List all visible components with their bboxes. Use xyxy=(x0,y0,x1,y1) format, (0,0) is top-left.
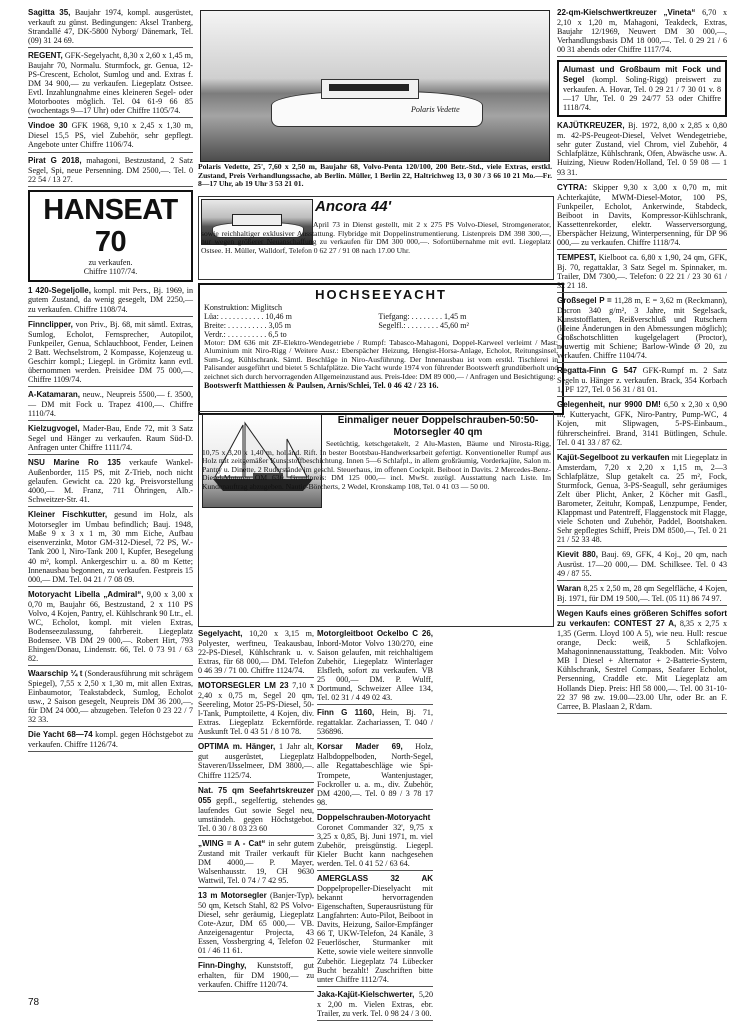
ad-text: von Priv., Bj. 68, mit sämtl. Extras, Sumlog, Echolot, Fernsprecher, Autopilot, Funkpeiler, Genua, Schlauchboot, Fender, Leinen 2 Batt. Wechselstrom, 2 Kompasse, Kojenzeug u. Geschirr kompl.; Liegepl. in Grömitz kann evtl. übernommen werden. Preisidee DM 75 000,—. Chiffre 1109/74. xyxy=(28,319,193,384)
classified-ad xyxy=(28,510,193,586)
ad-text: 6,70 x 2,10 x 1,20 m, Mahagoni, Teakdeck, Extras, Baujahr 12/1969, Neuwert DM 30 000,—, Verhandlungsbasis DM 18 000,—. Tel. 0 29 21 / 6 00 31 abends oder Chiffre 1117/74. xyxy=(557,8,728,55)
classified-ad xyxy=(28,390,193,421)
classified-ad xyxy=(557,183,727,250)
hanseat-line2: Chiffre 1107/74. xyxy=(83,267,138,277)
ad-heading: A-Katamaran, xyxy=(28,389,81,399)
classified-ad xyxy=(28,286,193,317)
ad-heading: Kievit 880, xyxy=(557,550,598,560)
ad-text: neuw., Neupreis 5500,— f. 3500,— DM mit Fock u. Trapez 4100,—. Chiffre 1110/74. xyxy=(28,389,193,418)
ancora-head xyxy=(315,199,551,216)
ancora-ad xyxy=(198,196,554,280)
classified-ad xyxy=(557,584,727,606)
ad-text: Mader-Bau, Ende 72, mit 3 Satz Segel und Hänger zu verkaufen. Raum Süd-D. Anfragen unter Chiffre 1111/74. xyxy=(28,424,193,453)
page-number: 78 xyxy=(28,997,40,1008)
classified-ad xyxy=(317,813,433,871)
classified-ad xyxy=(198,839,314,888)
classified-ad xyxy=(557,121,727,179)
classified-list-1b xyxy=(28,286,193,753)
ad-text: (Sonderausführung mit schrägem Spiegel), 7,55 x 2,50 x 1,30 m, mit allen Extras, Einbaumotor, Teakstabdeck, Sumlog, Echolot usw., 2 Saison gesegelt, Neupreis DM 36 200,—, für DM 24 000,— abzugeben. Telefon 0 23 22 / 7 32 33. xyxy=(28,669,193,725)
ad-text: 5,20 x 2,00 m. Vielen Extras, ebr. Trailer, zu verk. Tel. 0 98 24 / 3 00. xyxy=(317,989,433,1018)
ad-text: 11,28 m, E = 3,62 m (Reckmann), Dacron 340 g/m², 3 Jahre, mit Segelsack, Kunststofflatten, Reißverschluß und Rutschern (kleine Änderungen in den Abmessungen möglich); Großschotschlitten kugelgelagert (Proctor), neuwertig mit Schiene; Barlow-Winde Ø 20, zu verkaufen. Chiffre 1104/74. xyxy=(557,296,727,361)
ad-heading: Kajüt-Segelboot zu verkaufen xyxy=(557,452,670,462)
classified-ad xyxy=(557,296,727,363)
ad-heading: Finn G 1160, xyxy=(317,708,375,718)
classified-ad xyxy=(317,629,433,705)
ad-text: Kielboot ca. 6,80 x 1,90, 24 qm, GFK, Bj. 70, regattaklar, 3 Satz Segel m. Spinnaker, m. Trailer, DM 7300,—. Telefon: 0 22 21 / 23 30 61 / 32 21 18. xyxy=(557,252,727,290)
ad-text: verkaufe Wankel-Außenborder, 115 PS, mit Z-Trieb, noch nicht gelaufen. Gewicht ca. 220 kg. Preisvorstellung 4000,— M. Franz, 711 Öhringen, Alb.-Schweitzer-Str. 41. xyxy=(28,458,193,505)
ad-heading: Finn-Dinghy, xyxy=(198,961,247,971)
ad-text: Hein, Bj. 71, regattaklar. Zachariassen, T. 040 / 536896. xyxy=(317,708,433,737)
column-4 xyxy=(557,8,727,998)
ad-heading: Finnclipper, xyxy=(28,319,73,329)
boat-windows xyxy=(329,84,409,91)
ad-heading: Gelegenheit, nur 9900 DM! xyxy=(557,400,661,410)
classified-ad xyxy=(198,786,314,836)
ad-heading: 13 m Motorsegler xyxy=(198,890,267,900)
classified-ad xyxy=(557,253,727,293)
ad-text: mahagoni, Bestzustand, 2 Satz Segel, Spi, neue Persenning. DM 2500,—. Tel. 0 22 54 / 13 27. xyxy=(28,155,193,184)
hanseat-title: HANSEAT 70 xyxy=(43,193,178,258)
spec-cell: Tiefgang: . . . . . . . . 1,45 m xyxy=(378,311,467,321)
column-1 xyxy=(28,8,193,998)
ad-heading: KAJÜTKREUZER, xyxy=(557,121,625,131)
dealer-name: Bootswerft Matthiessen & Paulsen, Arnis/Schlei, Tel. 0 46 42 / 23 16. xyxy=(204,381,439,391)
spec-row xyxy=(204,321,558,330)
hochseeyacht-title: HOCHSEEYACHT xyxy=(315,287,447,302)
ad-text: kompl. gegen Höchstgebot zu verkaufen. Chiffre 1126/74. xyxy=(28,730,194,750)
classified-ad xyxy=(317,874,433,987)
ad-heading: „WING = A - Cat“ xyxy=(198,838,266,848)
classified-ad xyxy=(557,366,727,397)
ad-text: 8,35 x 2,75 x 1,35 (Germ. Lloyd 100 A 5), wie neu. Hull: rescue orange, Deck: weiß, 5 Schlafkojen. Mahagoninnenausstattung, Teakboden. Mit: Volvo MB I Diesel + Alternator + 2-Batterie-System, Kühlschrank, Sestrel Compass, Seafarer Echolot, Persenning, Craddle etc. Mit Liegeplatz am Hollands Diep. Preis: Hfl 58 000,—. Tel. 00 31-10-22 37 98 zw. 19.00—23.00 Uhr, oder Br. an F. Carree, B. Plaslaan 2, R'dam. xyxy=(557,619,727,711)
ad-text: kompl. mit Pers., Bj. 1969, in gutem Zustand, da wenig gesegelt, DM 2250,— zu verkaufen. Chiffre 1108/74. xyxy=(28,285,193,314)
ad-heading: Die Yacht 68—74 xyxy=(28,730,93,740)
classified-ad xyxy=(28,590,193,666)
motorsegler-ad xyxy=(198,411,554,627)
ad-text: Holz, Halbdoppelboden, North-Segel, alle Regattabeschläge wie Spi-Trompete, Wantenjustager, Fockroller u. a. m., div. Zubehör, DM 4200,—. Tel. 0 89 / 3 78 17 98. xyxy=(317,742,433,807)
alumast-head: Alumast und Großbaum mit Fock und Segel xyxy=(563,65,721,85)
hochseeyacht-ad xyxy=(198,283,564,415)
ad-heading: 1 420-Segeljolle, xyxy=(28,285,91,295)
spec-cell: Lüa: . . . . . . . . . . . 10,46 m xyxy=(204,311,292,321)
ad-text: Inbord-Motor Volvo 130/270, eine Saison gelaufen, mit reichhaltigem Zubehör, Liegeplatz Winterlager Elsfleth, sofort zu verkaufen. VB 25 000,— DM. P. Wulff, Dortmund, Schweizer Allee 134, Tel. 02 31 / 4 49 02 43. xyxy=(317,638,433,703)
classified-ad xyxy=(557,400,727,449)
classified-ad xyxy=(28,8,193,48)
hanseat-ad xyxy=(28,190,193,282)
ad-heading: Pirat G 2018, xyxy=(28,155,82,165)
ad-heading: Nat. 75 qm Seefahrtskreuzer 055 xyxy=(198,785,314,805)
ancora-text: April 73 in Dienst gestellt, mit 2 x 275 PS Volvo-Diesel, Stromgenerator, sowie reichhaltiger exklusiver Ausstattung. Flybridge mit Doppelinstrumentierung. Listenpreis DM 398 300,—, nur wegen größerer Neuanschaffung zu verkaufen für DM 300 000,—. Sofortübernahme mit evtl. Liegeplatz Ostsee. H. Müller, Walldorf, Telefon 0 62 27 / 91 08 nach 17.00 Uhr. xyxy=(201,220,551,255)
classified-ad xyxy=(317,990,433,1021)
sub-column-2 xyxy=(317,629,433,1018)
ad-text: GFK 1968, 9,10 x 2,45 x 1,30 m, Diesel 15,5 PS, viel Zubehör, sehr gepflegt. Angebote unter Chiffre 1106/74. xyxy=(28,121,193,150)
classified-ad xyxy=(557,453,727,548)
ad-heading: Waarschip ¼ t xyxy=(28,669,83,679)
ad-text: gepfl., segelfertig, stehendes laufendes Gut sowie Segel neu, umständeh. gegen Höchstgebot. Tel. 0 30 / 8 03 23 60 xyxy=(198,795,315,833)
ad-text: 6,50 x 2,30 x 0,90 m, Kutteryacht, GFK, Niro-Pantry, Pump-WC, 4 Kojen, mit Slipwagen, 5-PS-Einbaum., führerscheinfrei. Brand, 3141 Bütlingen, Schule. Tel. 0 41 33 / 87 62. xyxy=(557,400,727,447)
hanseat-line1: zu verkaufen. xyxy=(88,258,133,268)
ad-heading: REGENT, xyxy=(28,51,63,61)
ad-text: GFK-Segelyacht, 8,30 x 2,60 x 1,45 m, Baujahr 70, Normalu. Sturmfock, gr. Genua, 12-PS-Crescent, Echolot, Sumlog und and. Extras f. DM 34 900,— zu verkaufen. Liegeplatz Ostsee. Evtl. Inzahlungnahme eines kleineren Segel- oder Motorbootes möglich. Tel. 04 61-9 66 85 (wochentags 9—17 Uhr) oder Chiffre 1105/74. xyxy=(28,51,194,116)
ad-text: Kunststoff, gut erhalten, für DM 1900,— zu verkaufen. Chiffre 1120/74. xyxy=(198,961,314,990)
ad-heading: AMERGLASS 32 AK xyxy=(317,874,433,884)
construction: Konstruktion: Miglitsch xyxy=(204,302,283,312)
classified-ad xyxy=(28,121,193,152)
alumast-text: (kompl. Soling-Rigg) preiswert zu verkaufen. A. Hovar, Tel. 0 29 21 / 7 30 01 v. 8—17 Uhr, Tel. 0 29 24/77 53 oder Chiffre 1118/74. xyxy=(563,75,721,113)
classified-ad xyxy=(557,550,727,581)
ad-text: gesund im Holz, als Motorsegler im Umbau befindlich; Bauj. 1948, Maße 9 x 3 x 1 m, 30 mm Eiche, Aufbau eisenverzinkt, Motor GM-312-Diesel, 72 PS, W.-Tank 200 l, Niro-Tank 200 l, Kupfer, Besegelung 40 m², kompl. Ankergeschirr u. a. 80 m Kette; Innenausbau begonnen, zu verkaufen. Festpreis 15 000,— DM. Tel. 04 21 / 7 08 09. xyxy=(28,510,194,584)
classified-ad xyxy=(317,708,433,739)
ad-heading: CYTRA: xyxy=(557,182,588,192)
classified-ad xyxy=(198,681,314,739)
ad-text: GFK-Rumpf m. 2 Satz Segeln u. Hänger z. verkaufen. Brack, 354 Korbach 1, PF 127, Tel. 0 56 31 / 81 01. xyxy=(557,366,727,395)
ad-text: 1 Jahr alt, gut ausgerüstet, Liegeplatz Staveren/IJsselmeer, DM 3800,—. Chiffre 1125/74. xyxy=(198,742,315,780)
sub-column-3 xyxy=(436,629,552,1004)
ad-heading: Jaka-Kajüt-Kielschwerter, xyxy=(317,989,415,999)
classified-ad xyxy=(28,730,193,752)
ad-heading: MOTORSEGLER LM 23 xyxy=(198,681,289,691)
polaris-text: Polaris Vedette, 25', 7,60 x 2,50 m, Baujahr 68, Volvo-Penta 120/100, 200 Betr.-Std., viele Extras, erstkl. Zustand, Preis Verhandlungssache, ab Berlin. Müller, 1 Berlin 22, Haltrichweg 13, 0 30 / 3 66 10 21 Mo.—Fr. 8—17 Uhr, ab 19 Uhr 3 53 21 01. xyxy=(198,162,552,188)
classified-ad xyxy=(28,320,193,387)
ad-heading: TEMPEST, xyxy=(557,252,597,262)
spec-cell: Breite: . . . . . . . . . . 3,05 m xyxy=(204,320,291,330)
ad-text: Doppelpropeller-Dieselyacht mit bekannt hervorragenden Eigenschaften, Superausrüstung für Langfahrten: Auto-Pilot, Beiboot in Davits, Heizung, Sailor-Empfänger 66 T, UKW-Telefon, 24 Kanäle, 3 Feuerlöscher, Sturmanker mit Kette, sowie viele weitere sinnvolle Zubehör. Liegeplatz 74 Lübecker Bucht bezahlt! Zuschriften bitte unter Chiffre 1112/74. xyxy=(317,884,433,984)
ad-heading: Wegen Kaufs eines größeren Schiffes sofort zu verkaufen: CONTEST 27 A, xyxy=(557,609,727,629)
sub-column-1 xyxy=(198,629,314,1004)
spec-cell: Segelfl.: . . . . . . . . 45,60 m² xyxy=(378,320,469,330)
ad-text: Baujahr 1974, kompl. ausgerüstet, verkauft zu günst. Bedingungen: Aksel Tranberg, Strandallé 47, DK-5800 Nyborg/ Dänemark, Tel. (09) 31 24 69. xyxy=(28,8,194,46)
motorsegler-text: Seetüchtig, ketschgetakelt, 2 Alu-Masten, Bäume und Nirosta-Rigg, 10,75 x 3,20 x 1,40 m, holländ. Rift. In bester Bootsbau-Handwerksarbeit gefertigt. Konventioneller Rumpf aus Holz mit zeitgemäßer Kunststoffbeschichtung. Innen 5—6 Schlafpl., in allem großräumig, Vorderkajüte, Salon m. Pantry u. Dinette, 2 Ruderstände im geschl. Steuerhaus, im offenen Cockpit. Beiboot in Davits. 2 Mercedes-Benz-Diesel-Motoren OM 636. Grundpreis: DM 125 000,— incl. MwSt. zuzügl. Ausstattung nach Liste. Im Kundenauftrag abzugeben. Nautic-Börcherts, 2 Wedel, Kronskamp 108, Tel. 0 41 03 — 50 00. xyxy=(202,439,551,491)
alumast-ad xyxy=(557,60,727,117)
ad-text: 9,00 x 3,00 x 0,70 m, Baujahr 66, Bestzustand, 2 x 110 PS Volvo, 4 Kojen, Pantry, el. Kühlschrank 90 Ltr., el. WC, Echolot, kompl. mit vielen Extras, Bodenseezulassung, fahrbereit. Liegeplatz Bodensee. VB DM 29 000,—. Robert Hirt, 793 Ehingen/Donau, Lindenstr. 66, Tel. 0 73 91 / 63 82. xyxy=(28,589,194,664)
ad-heading: Segelyacht, xyxy=(198,629,243,638)
classified-ad xyxy=(28,424,193,455)
ad-text: Bj. 1972, 8,00 x 2,85 x 0,80 m. 42-PS-Peugeot-Diesel, Velvet Wendegetriebe, sehr guter Zustand, viel Chrom, viel Zubehör, 4 Schlafplätze, Kühlschrank, Ofen, Abwäsche usw. A. Huizing, Nieuw Roden/Holland, Tel. 0 59 08 — 1 93 31. xyxy=(557,121,728,177)
spec-row xyxy=(204,312,558,321)
ad-text: in sehr gutem Zustand mit Trailer verkauft für DM 4000,— P. Mayer, Walsenhausstr. 19, CH 9630 Wattwil, Tel. 0 74 / 7 42 95. xyxy=(198,838,314,885)
ad-text: 7,10 x 2,40 x 0,75 m, Segel 20 qm, Seereling, Motor 25-PS-Diesel, 50-l-Tank, Pumptoilette, 4 Kojen, div. Extras. Liegeplatz Eckernförde. Auskunft Tel. 0 43 51 / 8 10 78. xyxy=(198,681,314,737)
ad-heading: Korsar Mader 69, xyxy=(317,742,403,752)
classified-ad xyxy=(28,51,193,118)
ad-heading: Sagitta 35, xyxy=(28,8,71,17)
classified-ad xyxy=(198,961,314,992)
ad-text: mit Liegeplatz in Amsterdam, 7,20 x 2,20 x 1,15 m, 2—3 Schlafplätze, Slup getakelt ca. 25 m², Fock, Sturmfock, Genua, 3-PS-Seagull, sehr geräumiges Zelt über Plicht, Anker, 2 Köcher mit Gasfl., Barometer, Zeituhr, Kompaß, Lenzpumpe, Fender, Klappmast und Patentreff, Flaggenstock mit Flagge, viele Schoten und Zubehör, Paddel, Bootshaken. Sehr gepflegtes Schiff, Preis DM 8500,—, Tel. 0 21 21 / 52 33 48. xyxy=(557,452,727,545)
classified-ad xyxy=(198,891,314,958)
ad-heading: Motoryacht Libella „Admiral“, xyxy=(28,589,144,599)
motorsegler-title: Einmaliger neuer Doppelschrauben-50:50-Motorsegler 40 qm xyxy=(337,415,539,438)
ad-text: 8,25 x 2,50 m, 28 qm Segelfläche, 4 Kojen, Bj. 1971, für DM 19 500,—. Tel. (05 11) 86 74 97. xyxy=(557,584,727,604)
ad-text: 10,20 x 3,15 m, Polyester, werftneu, Teakausbau, 22-PS-Diesel, Kühlschrank u. v. Extras, für 68 000,— DM. Telefon 0 46 39 / 71 00. Chiffre 1124/74. xyxy=(198,629,314,676)
classified-ad xyxy=(28,669,193,727)
spec-table xyxy=(204,312,558,339)
ad-heading: Kielzugvogel, xyxy=(28,424,80,434)
ad-heading: 22-qm-Kielschwertkreuzer „Vineta“ xyxy=(557,8,696,17)
classified-ad xyxy=(317,742,433,809)
hochseeyacht-body: Motor: DM 636 mit ZF-Elektro-Wendegetriebe / Rumpf: Tabasco-Mahagoni, Doppel-Karweel verleimt / Mast: Aluminium mit Niro-Rigg / Weitere Ausr.: Eberspächer Heizung, Hengist-Horsa-Anlage, Echolot, Reitungsinsel, Sum-Log, Kühlschrank. Sämtl. Beschläge in Niro-Ausführung. Der Innenausbau ist vom erstkl. Tischlerei in Palisander ausgeführt und bietet 5 Schlafplätze. Die Yacht wurde 1974 von führender Bootswerft grundüberholt und zeichnet sich durch hervorragenden Allgemeinzustand aus. Preis-Idee: DM 89 000,— / Anfragen und Besichtigung: xyxy=(204,337,558,381)
polaris-caption xyxy=(198,163,552,189)
ad-heading: Vindoe 30 xyxy=(28,121,68,131)
ad-heading: OPTIMA m. Hänger, xyxy=(198,742,276,752)
classified-ad xyxy=(557,8,727,57)
polaris-photo xyxy=(200,10,550,162)
ad-heading: Großsegel P = xyxy=(557,296,612,306)
ad-text: Skipper 9,30 x 3,00 x 0,70 m, mit Achterkajüte, MWM-Diesel-Motor, 100 PS, Funkpeiler, Echolot, Ankerwinde, Stabdeck, Beiboot in Davits, Kompressor-Kühlschrank, Kassettenrekorder, elektr. Wasserversorgung, Eberspächer Heizung, Winterpersenning, für DP 96 000,— zu verkaufen. Chiffre 1118/74. xyxy=(557,182,727,247)
classified-ad xyxy=(198,629,314,678)
classified-ad xyxy=(28,458,193,507)
ad-text: Coronet Commander 32', 9,75 x 3,25 x 0,85, Bj. Juni 1971, m. viel Zubehör, preisgünstig. Liegepl. Kieler Bucht kann nachgesehen werden. Tel. 0 41 52 / 63 64. xyxy=(317,822,433,868)
ad-text: (Banjer-Typ), 50 qm, Ketsch Stahl, 82 PS Volvo-Diesel, sehr geräumig, Liegeplatz Cote-Azur, DM 65 000,— VB. Anzeigenagentur Projecta, 43 Essen, Vossbergring 4, Telefon 02 01 / 46 11 61. xyxy=(198,890,314,956)
ad-heading: Waran xyxy=(557,584,582,594)
classified-ad xyxy=(28,156,193,187)
ad-heading: NSU Marine Ro 135 xyxy=(28,458,121,468)
ad-heading: Motorgleitboot Ockelbo C 26, xyxy=(317,629,433,638)
classified-ad xyxy=(557,609,727,713)
boat-label: Polaris Vedette xyxy=(411,105,460,114)
ad-heading: Doppelschrauben-Motoryacht xyxy=(317,812,431,822)
ancora-title: Ancora 44' xyxy=(315,198,392,215)
ad-heading: Regatta-Finn G 547 xyxy=(557,366,638,376)
spec-cell: Verdr.: . . . . . . . . . . 6,5 to xyxy=(204,329,287,339)
classified-ad xyxy=(198,742,314,782)
ad-heading: Kleiner Fischkutter, xyxy=(28,510,108,520)
ad-text: Bauj. 69, GFK, 4 Koj., 20 qm, nach Ausrüst. 17—20 000,— DM. Schilksee. Tel. 0 43 49 / 87 55. xyxy=(557,550,728,579)
classified-list-1 xyxy=(28,8,193,187)
